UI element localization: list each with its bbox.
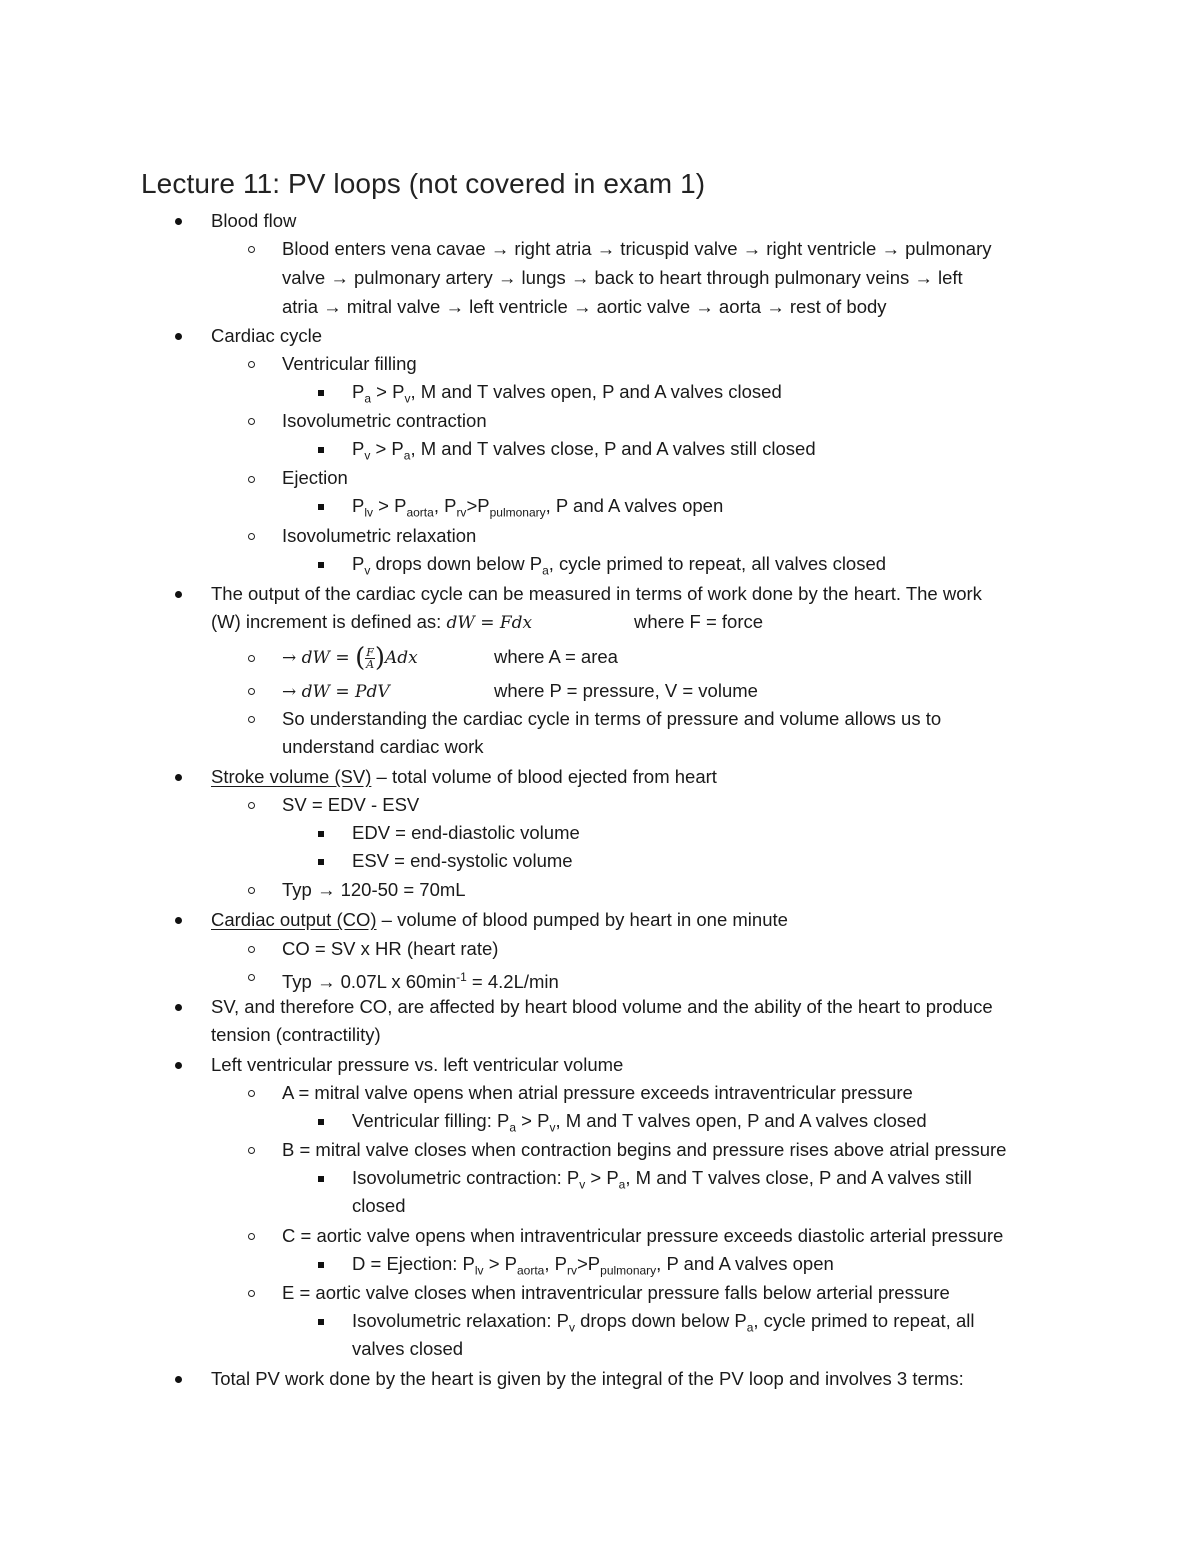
bullet	[248, 655, 255, 662]
bullet	[318, 859, 324, 865]
esv-definition: ESV = end-systolic volume	[352, 850, 573, 871]
point-c: C = aortic valve opens when intraventricular pressure exceeds diastolic arterial pressure	[282, 1225, 1004, 1246]
stroke-volume-definition: Stroke volume (SV) – total volume of blood ejected from heart	[211, 766, 717, 787]
work-line: (W) increment is defined as: dW = Fdx where F = force	[211, 611, 764, 633]
blood-flow-line: valve → pulmonary artery → lungs → back to heart through pulmonary veins → left	[282, 267, 963, 288]
bullet	[175, 218, 182, 225]
total-pv-work: Total PV work done by the heart is given by the integral of the PV loop and involves 3 terms:	[211, 1368, 964, 1389]
bullet	[318, 504, 324, 510]
bullet	[248, 716, 255, 723]
cardiac-cycle-heading: Cardiac cycle	[211, 325, 323, 346]
point-e: E = aortic valve closes when intraventricular pressure falls below arterial pressure	[282, 1282, 950, 1303]
work-summary: So understanding the cardiac cycle in terms of pressure and volume allows us to	[282, 708, 942, 729]
edv-definition: EDV = end-diastolic volume	[352, 822, 580, 843]
bullet	[175, 591, 182, 598]
bullet	[318, 390, 324, 396]
phase-relaxation: Isovolumetric relaxation	[282, 525, 477, 546]
point-a: A = mitral valve opens when atrial pressure exceeds intraventricular pressure	[282, 1082, 913, 1103]
equation-pressure-volume: → dW = PdV where P = pressure, V = volume	[282, 680, 758, 702]
point-b-detail: Isovolumetric contraction: $P_v > P_a$, M and T valves close, P and A valves still	[352, 1167, 972, 1192]
bullet	[318, 562, 324, 568]
lv-heading: Left ventricular pressure vs. left ventricular volume	[211, 1054, 624, 1075]
bullet	[248, 946, 255, 953]
point-b: B = mitral valve closes when contraction begins and pressure rises above atrial pressure	[282, 1139, 1007, 1160]
phase-ejection: Ejection	[282, 467, 348, 488]
bullet	[175, 774, 182, 781]
bullet	[175, 333, 182, 340]
work-summary: understand cardiac work	[282, 736, 484, 757]
phase-relaxation-detail: $P_v$ drops down below $P_a$, cycle primed to repeat, all valves closed	[352, 553, 887, 578]
bullet	[248, 246, 255, 253]
bullet	[318, 1119, 324, 1125]
bullet	[248, 1290, 255, 1297]
bullet	[248, 688, 255, 695]
phase-contraction-detail: $P_v > P_a$, M and T valves close, P and A valves still closed	[352, 438, 816, 463]
phase-ejection-detail: $P_{lv} > P_{aorta}$, $P_{rv}>P_{pulmonary}$, P and A valves open	[352, 495, 724, 520]
sv-formula: SV = EDV - ESV	[282, 794, 420, 815]
point-e-detail: valves closed	[352, 1338, 464, 1359]
bullet	[248, 418, 255, 425]
phase-contraction: Isovolumetric contraction	[282, 410, 487, 431]
bullet	[248, 1233, 255, 1240]
phase-filling: Ventricular filling	[282, 353, 417, 374]
cardiac-output-definition: Cardiac output (CO) – volume of blood pumped by heart in one minute	[211, 909, 788, 930]
page-title: Lecture 11: PV loops (not covered in exam 1)	[141, 168, 706, 199]
bullet	[248, 1090, 255, 1097]
bullet	[175, 1376, 182, 1383]
bullet	[318, 831, 324, 837]
bullet	[248, 974, 255, 981]
bullet	[318, 1262, 324, 1268]
bullet	[175, 1062, 182, 1069]
sv-typical: Typ → 120-50 = 70mL	[282, 879, 466, 900]
blood-flow-line: atria → mitral valve → left ventricle → aortic valve → aorta → rest of body	[282, 296, 887, 317]
bullet	[318, 447, 324, 453]
point-e-detail: Isovolumetric relaxation: $P_v$ drops down below $P_a$, cycle primed to repeat, all	[352, 1310, 975, 1335]
co-formula: CO = SV x HR (heart rate)	[282, 938, 499, 959]
point-d-detail: D = Ejection: $P_{lv} > P_{aorta}$, $P_{rv}>P_{pulmonary}$, P and A valves open	[352, 1253, 834, 1278]
bullet	[248, 1147, 255, 1154]
bullet	[248, 802, 255, 809]
blood-flow-heading: Blood flow	[211, 210, 297, 231]
equation-force-area: → dW = ( $\frac{F}{A}$ )Adx where A = area	[282, 643, 618, 674]
bullet	[248, 887, 255, 894]
bullet	[248, 533, 255, 540]
bullet	[248, 476, 255, 483]
bullet	[318, 1176, 324, 1182]
sv-co-note: SV, and therefore CO, are affected by heart blood volume and the ability of the heart to produce	[211, 996, 993, 1017]
bullet	[175, 1004, 182, 1011]
blood-flow-line: Blood enters vena cavae → right atria → tricuspid valve → right ventricle → pulmonary	[282, 238, 992, 259]
sv-co-note: tension (contractility)	[211, 1024, 381, 1045]
work-line: The output of the cardiac cycle can be measured in terms of work done by the heart. The work	[211, 583, 982, 604]
bullet	[175, 917, 182, 924]
bullet	[248, 361, 255, 368]
co-typical: Typ → 0.07L x $60\min^{-1} = 4.2L/\min$	[282, 970, 559, 993]
bullet	[318, 1319, 324, 1325]
point-a-detail: Ventricular filling: $P_a > P_v$, M and T valves open, P and A valves closed	[352, 1110, 927, 1135]
point-b-detail: closed	[352, 1195, 406, 1216]
phase-filling-detail: $P_a > P_v$, M and T valves open, P and A valves closed	[352, 381, 782, 406]
